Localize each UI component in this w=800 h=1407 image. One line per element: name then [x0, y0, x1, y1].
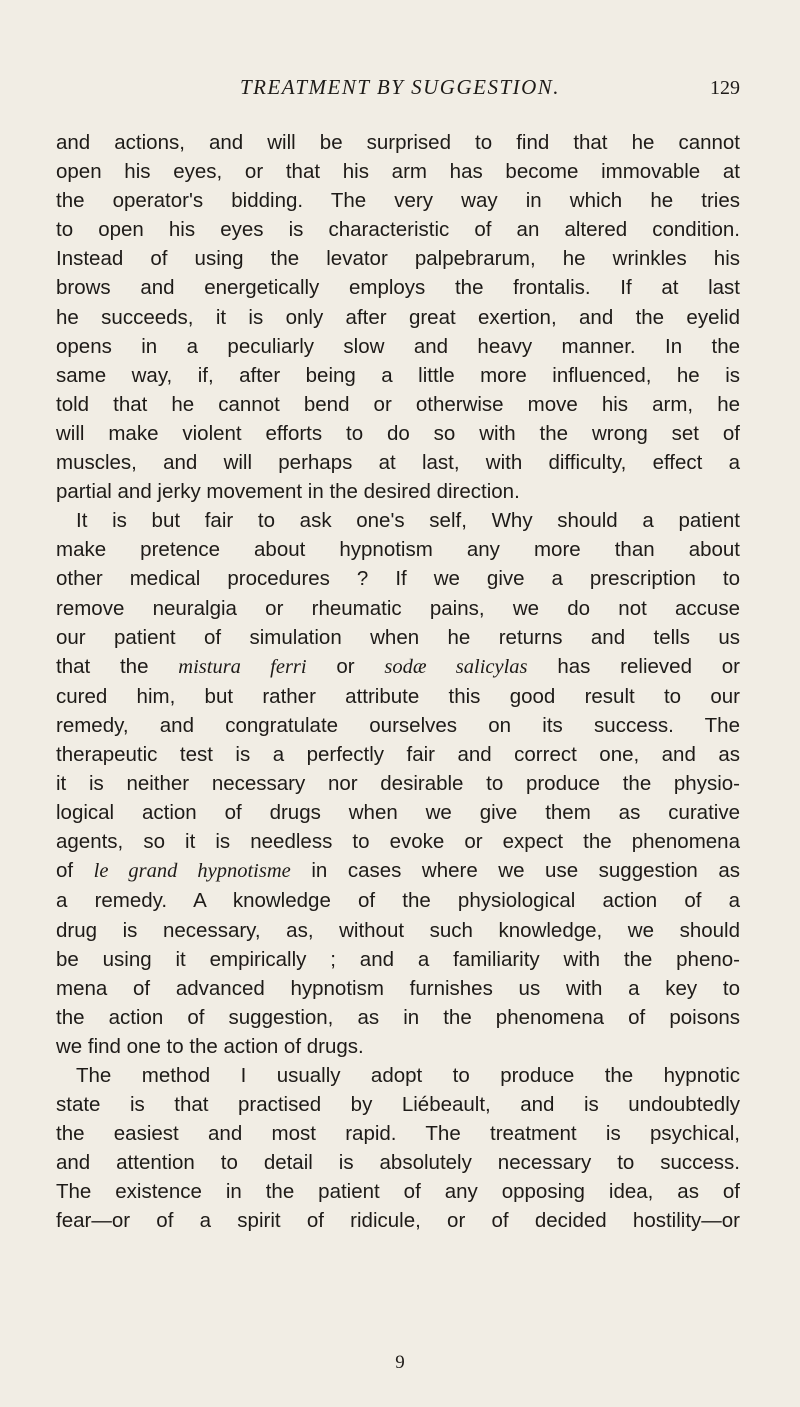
- text-line: to open his eyes is characteristic of an altered condition.: [56, 218, 740, 242]
- text-line: therapeutic test is a perfectly fair and correct one, and as: [56, 742, 740, 766]
- text-line: drug is necessary, as, without such knowledge, we should: [56, 918, 740, 942]
- text-line: muscles, and will perhaps at last, with difficulty, effect a: [56, 451, 740, 475]
- text-line: and actions, and will be surprised to find that he cannot: [56, 131, 740, 154]
- text-line-with-french: [56, 856, 740, 886]
- text-line: The existence in the patient of any opposing idea, as of: [56, 1180, 740, 1204]
- paragraph-start-line: The method I usually adopt to produce the hypnotic: [76, 1064, 740, 1087]
- latin-term: sodæ salicylas: [384, 655, 528, 678]
- text-fragment: of: [56, 859, 94, 883]
- text-line: it is neither necessary nor desirable to produce the physio-: [56, 772, 740, 796]
- text-line: Instead of using the levator palpebrarum, he wrinkles his: [56, 247, 740, 271]
- text-fragment: in cases where we use suggestion as: [290, 859, 741, 883]
- text-line: remedy, and congratulate ourselves on its success. The: [56, 713, 740, 737]
- text-line: a remedy. A knowledge of the physiological action of a: [56, 889, 740, 913]
- text-line: be using it empirically ; and a familiarity with the pheno-: [56, 947, 740, 971]
- paragraph-start-line: It is but fair to ask one's self, Why should a patient: [76, 509, 740, 533]
- text-line: will make violent efforts to do so with the wrong set of: [56, 421, 740, 445]
- text-line: brows and energetically employs the frontalis. If at last: [56, 276, 740, 300]
- text-line: the operator's bidding. The very way in which he tries: [56, 189, 740, 213]
- page-number: 129: [710, 77, 740, 99]
- text-line: remove neuralgia or rheumatic pains, we do not accuse: [56, 596, 740, 620]
- text-line: agents, so it is needless to evoke or expect the phenomena: [56, 830, 740, 854]
- text-fragment: or: [306, 654, 385, 678]
- text-line: the action of suggestion, as in the phenomena of poisons: [56, 1005, 740, 1029]
- running-head: TREATMENT BY SUGGESTION.: [239, 75, 561, 99]
- french-term: le grand hypnotisme: [93, 860, 291, 883]
- text-line: open his eyes, or that his arm has become immovable at: [56, 160, 740, 184]
- latin-term: mistura ferri: [178, 655, 307, 678]
- body-text: [56, 128, 740, 1236]
- text-line: our patient of simulation when he returns and tells us: [56, 625, 740, 649]
- paragraph-end-line: we find one to the action of drugs.: [56, 1034, 364, 1058]
- signature-mark: 9: [395, 1352, 405, 1373]
- text-line: told that he cannot bend or otherwise move his arm, he: [56, 392, 740, 416]
- text-fragment: has relieved or: [527, 654, 740, 678]
- text-line: state is that practised by Liébeault, and is undoubtedly: [56, 1093, 740, 1117]
- text-line: fear—or of a spirit of ridicule, or of decided hostility—or: [56, 1209, 740, 1233]
- text-line-with-latin: [56, 652, 740, 682]
- text-line: make pretence about hypnotism any more than about: [56, 538, 740, 562]
- text-line: logical action of drugs when we give them as curative: [56, 801, 740, 825]
- paragraph-end-line: partial and jerky movement in the desired direction.: [56, 480, 520, 504]
- text-line: opens in a peculiarly slow and heavy manner. In the: [56, 334, 740, 358]
- text-line: other medical procedures ? If we give a prescription to: [56, 567, 740, 591]
- text-line: cured him, but rather attribute this good result to our: [56, 684, 740, 708]
- text-line: mena of advanced hypnotism furnishes us with a key to: [56, 976, 740, 1000]
- text-line: and attention to detail is absolutely necessary to success.: [56, 1151, 740, 1175]
- text-line: same way, if, after being a little more influenced, he is: [56, 363, 740, 387]
- text-fragment: that the: [56, 654, 179, 678]
- text-line: he succeeds, it is only after great exertion, and the eyelid: [56, 305, 740, 329]
- text-line: the easiest and most rapid. The treatment is psychical,: [56, 1122, 740, 1146]
